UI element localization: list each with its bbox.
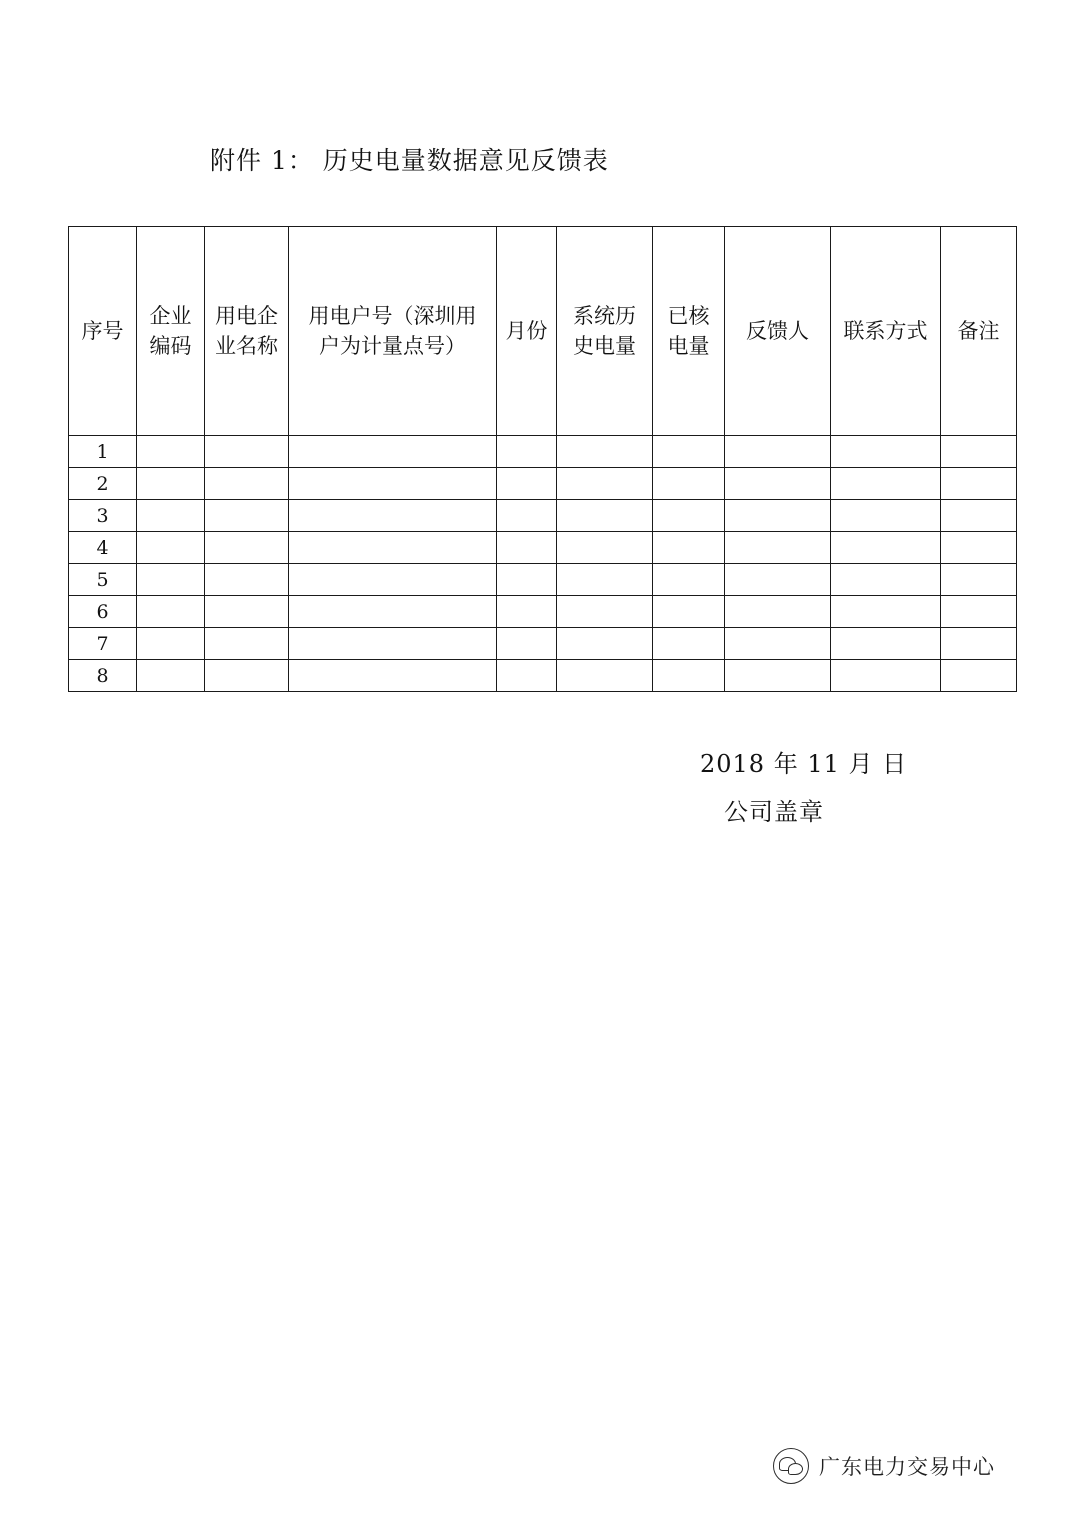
cell-month[interactable] — [497, 500, 557, 532]
column-header-line: 系统历 — [573, 303, 636, 328]
footer-org-name: 广东电力交易中心 — [819, 1455, 995, 1479]
cell-system-history-power[interactable] — [557, 660, 653, 692]
cell-verified-power[interactable] — [653, 660, 725, 692]
cell-month[interactable] — [497, 532, 557, 564]
row-index: 2 — [69, 468, 137, 500]
cell-verified-power[interactable] — [653, 532, 725, 564]
cell-account-number[interactable] — [289, 660, 497, 692]
table-row — [69, 596, 1017, 628]
cell-verified-power[interactable] — [653, 500, 725, 532]
feedback-table — [68, 226, 1017, 692]
column-header-line: 用电户号（深圳用 — [308, 303, 477, 328]
row-index: 8 — [69, 660, 137, 692]
cell-feedback-person[interactable] — [725, 436, 831, 468]
cell-account-number[interactable] — [289, 500, 497, 532]
column-header-line: 业名称 — [215, 334, 278, 358]
table-header-row — [69, 227, 1017, 436]
column-header-line: 电量 — [667, 334, 710, 358]
cell-contact[interactable] — [831, 468, 941, 500]
table-header — [69, 227, 1017, 436]
cell-month[interactable] — [497, 468, 557, 500]
cell-account-number[interactable] — [289, 468, 497, 500]
cell-enterprise-name[interactable] — [205, 500, 289, 532]
column-header-line: 企业 — [149, 303, 192, 328]
column-header-feedback-person — [725, 227, 831, 436]
signature-date: 2018 年 11 月 日 — [700, 750, 908, 778]
cell-enterprise-name[interactable] — [205, 468, 289, 500]
column-header-line: 反馈人 — [746, 318, 809, 343]
column-header-enterprise-name — [205, 227, 289, 436]
column-header-line: 备注 — [957, 318, 1000, 343]
table-row — [69, 436, 1017, 468]
column-header-remark — [941, 227, 1017, 436]
cell-enterprise-name[interactable] — [205, 628, 289, 660]
cell-system-history-power[interactable] — [557, 532, 653, 564]
column-header-line: 编码 — [149, 334, 192, 358]
cell-system-history-power[interactable] — [557, 436, 653, 468]
table-row — [69, 564, 1017, 596]
cell-remark[interactable] — [941, 532, 1017, 564]
cell-enterprise-code[interactable] — [137, 660, 205, 692]
column-header-line: 序号 — [81, 318, 124, 343]
cell-remark[interactable] — [941, 660, 1017, 692]
table-body — [69, 436, 1017, 692]
cell-contact[interactable] — [831, 436, 941, 468]
cell-contact[interactable] — [831, 596, 941, 628]
cell-month[interactable] — [497, 436, 557, 468]
row-index: 4 — [69, 532, 137, 564]
cell-contact[interactable] — [831, 532, 941, 564]
cell-account-number[interactable] — [289, 628, 497, 660]
column-header-system-history-power — [557, 227, 653, 436]
cell-enterprise-name[interactable] — [205, 660, 289, 692]
cell-contact[interactable] — [831, 564, 941, 596]
wechat-icon — [773, 1448, 809, 1484]
column-header-line: 户为计量点号） — [319, 334, 466, 358]
signature-block — [700, 740, 907, 836]
table-row — [69, 532, 1017, 564]
cell-account-number[interactable] — [289, 436, 497, 468]
signature-stamp-label: 公司盖章 — [724, 798, 824, 826]
cell-enterprise-code[interactable] — [137, 468, 205, 500]
cell-feedback-person[interactable] — [725, 564, 831, 596]
row-index: 7 — [69, 628, 137, 660]
cell-feedback-person[interactable] — [725, 628, 831, 660]
cell-system-history-power[interactable] — [557, 596, 653, 628]
cell-enterprise-code[interactable] — [137, 500, 205, 532]
row-index: 3 — [69, 500, 137, 532]
cell-contact[interactable] — [831, 500, 941, 532]
feedback-table-container — [68, 226, 1016, 692]
cell-contact[interactable] — [831, 660, 941, 692]
cell-remark[interactable] — [941, 596, 1017, 628]
cell-verified-power[interactable] — [653, 436, 725, 468]
table-row — [69, 660, 1017, 692]
cell-enterprise-code[interactable] — [137, 532, 205, 564]
cell-remark[interactable] — [941, 500, 1017, 532]
cell-feedback-person[interactable] — [725, 500, 831, 532]
cell-enterprise-code[interactable] — [137, 628, 205, 660]
cell-verified-power[interactable] — [653, 564, 725, 596]
column-header-line: 史电量 — [573, 334, 636, 358]
column-header-contact — [831, 227, 941, 436]
cell-account-number[interactable] — [289, 596, 497, 628]
column-header-line: 月份 — [505, 318, 548, 343]
cell-month[interactable] — [497, 596, 557, 628]
row-index: 6 — [69, 596, 137, 628]
cell-remark[interactable] — [941, 628, 1017, 660]
cell-enterprise-name[interactable] — [205, 596, 289, 628]
column-header-line: 用电企 — [215, 303, 278, 328]
cell-verified-power[interactable] — [653, 596, 725, 628]
cell-month[interactable] — [497, 564, 557, 596]
cell-month[interactable] — [497, 628, 557, 660]
footer-logo — [773, 1448, 995, 1484]
cell-enterprise-code[interactable] — [137, 596, 205, 628]
column-header-line: 已核 — [667, 303, 710, 328]
column-header-verified-power — [653, 227, 725, 436]
page-title: 附件 1： 历史电量数据意见反馈表 — [210, 146, 609, 175]
cell-system-history-power[interactable] — [557, 468, 653, 500]
cell-month[interactable] — [497, 660, 557, 692]
cell-enterprise-name[interactable] — [205, 532, 289, 564]
cell-remark[interactable] — [941, 436, 1017, 468]
cell-system-history-power[interactable] — [557, 500, 653, 532]
cell-feedback-person[interactable] — [725, 660, 831, 692]
cell-remark[interactable] — [941, 564, 1017, 596]
cell-account-number[interactable] — [289, 532, 497, 564]
cell-verified-power[interactable] — [653, 468, 725, 500]
cell-enterprise-code[interactable] — [137, 436, 205, 468]
cell-contact[interactable] — [831, 628, 941, 660]
column-header-account-number — [289, 227, 497, 436]
cell-feedback-person[interactable] — [725, 532, 831, 564]
row-index: 1 — [69, 436, 137, 468]
column-header-index — [69, 227, 137, 436]
cell-remark[interactable] — [941, 468, 1017, 500]
column-header-month — [497, 227, 557, 436]
column-header-line: 联系方式 — [843, 318, 928, 343]
cell-enterprise-name[interactable] — [205, 436, 289, 468]
table-row — [69, 468, 1017, 500]
cell-feedback-person[interactable] — [725, 596, 831, 628]
table-row — [69, 500, 1017, 532]
cell-account-number[interactable] — [289, 564, 497, 596]
table-row — [69, 628, 1017, 660]
cell-verified-power[interactable] — [653, 628, 725, 660]
cell-enterprise-code[interactable] — [137, 564, 205, 596]
cell-enterprise-name[interactable] — [205, 564, 289, 596]
column-header-enterprise-code — [137, 227, 205, 436]
row-index: 5 — [69, 564, 137, 596]
cell-system-history-power[interactable] — [557, 564, 653, 596]
cell-system-history-power[interactable] — [557, 628, 653, 660]
cell-feedback-person[interactable] — [725, 468, 831, 500]
